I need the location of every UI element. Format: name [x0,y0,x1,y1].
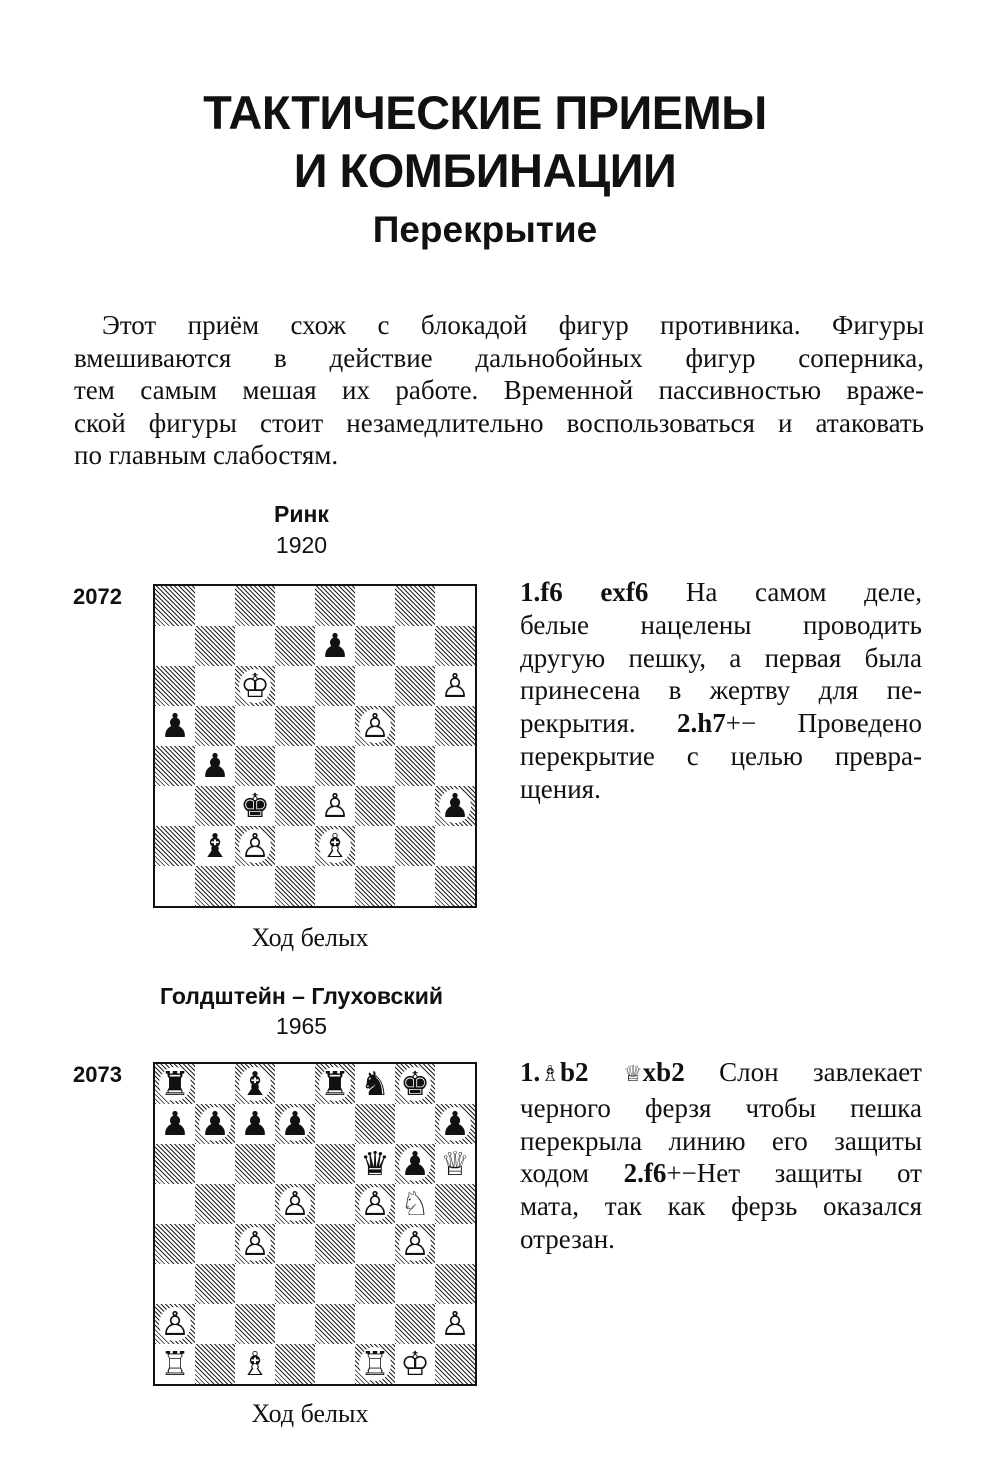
square-g1 [395,1344,435,1384]
comment-line [520,674,922,707]
square-h4 [435,746,475,786]
square-e4 [315,1224,355,1264]
square-c3 [235,786,275,826]
square-g2 [395,826,435,866]
square-d3 [275,1264,315,1304]
square-c2 [235,826,275,866]
square-b2 [195,826,235,866]
square-b6 [195,666,235,706]
comment-text: перекрытие с целью превра- [520,740,922,771]
square-f7 [355,1104,395,1144]
move-notation: 2.f6 [623,1158,667,1189]
square-h6 [435,666,475,706]
chess-board [153,584,477,908]
square-e8 [315,1064,355,1104]
square-e2 [315,826,355,866]
square-b1 [195,1344,235,1384]
comment-line [520,740,922,773]
black-rook-icon: ♜ [320,1064,350,1103]
white-king-icon: ♔ [240,666,270,705]
white-bishop-icon: ♗ [240,1344,270,1383]
move-notation: 2.h7 [677,708,726,739]
square-c3 [235,1264,275,1304]
square-g4 [395,1224,435,1264]
square-f7 [355,626,395,666]
white-pawn-icon: ♙ [440,1304,470,1343]
square-d7 [275,1104,315,1144]
comment-text: Слон завлекает [684,1057,922,1087]
square-f8 [355,1064,395,1104]
comment-line [520,609,922,642]
square-f2 [355,1304,395,1344]
square-a3 [155,786,195,826]
comment-line [520,1056,922,1092]
square-h1 [435,1344,475,1384]
white-pawn-icon: ♙ [440,666,470,705]
black-knight-icon: ♞ [360,1064,390,1103]
square-e1 [315,866,355,906]
square-b4 [195,746,235,786]
square-c8 [235,586,275,626]
square-b2 [195,1304,235,1344]
comment-text: белые нацелены проводить [520,609,922,640]
comment-text: рекрытия. [520,708,678,739]
comment-text: ходом [520,1158,624,1189]
comment-line [520,1223,922,1256]
square-h5 [435,1184,475,1224]
square-e5 [315,1184,355,1224]
white-pawn-icon: ♙ [400,1224,430,1263]
black-king-icon: ♚ [240,786,270,825]
square-d6 [275,666,315,706]
square-a2 [155,1304,195,1344]
black-queen-icon: ♛ [360,1144,390,1183]
square-d1 [275,1344,315,1384]
figurine-icon: ♕ [622,1062,643,1087]
intro-line: вмешиваются в действие дальнобойных фигур соперника, [74,342,924,373]
square-f1 [355,866,395,906]
diagram-comment [520,576,922,806]
black-rook-icon: ♜ [160,1064,190,1103]
square-b5 [195,706,235,746]
square-a1 [155,1344,195,1384]
black-king-icon: ♚ [400,1064,430,1103]
square-g6 [395,666,435,706]
square-a6 [155,666,195,706]
square-d7 [275,626,315,666]
square-a5 [155,1184,195,1224]
square-f5 [355,706,395,746]
black-pawn-icon: ♟ [440,1104,470,1143]
comment-text: принесена в жертву для пе- [520,675,922,706]
square-f4 [355,1224,395,1264]
intro-line: по главным слабостям. [74,440,339,470]
white-pawn-icon: ♙ [240,826,270,865]
title-line-1: ТАКТИЧЕСКИЕ ПРИЕМЫ [203,86,767,139]
square-e3 [315,1264,355,1304]
square-a7 [155,626,195,666]
black-pawn-icon: ♟ [200,746,230,785]
comment-text: перекрыла линию его защиты [520,1125,922,1156]
black-pawn-icon: ♟ [400,1144,430,1183]
square-f3 [355,1264,395,1304]
square-h3 [435,786,475,826]
square-g2 [395,1304,435,1344]
square-a8 [155,1064,195,1104]
square-f6 [355,1144,395,1184]
square-c7 [235,626,275,666]
comment-line [520,773,922,806]
white-pawn-icon: ♙ [360,706,390,745]
square-f2 [355,826,395,866]
white-pawn-icon: ♙ [320,786,350,825]
move-notation: 1.f6 exf6 [520,577,649,607]
square-e8 [315,586,355,626]
square-a2 [155,826,195,866]
square-b3 [195,786,235,826]
square-h3 [435,1264,475,1304]
black-pawn-icon: ♟ [160,706,190,745]
diagram-players: Голдштейн – Глуховский [159,983,444,1009]
square-h1 [435,866,475,906]
square-b7 [195,626,235,666]
white-pawn-icon: ♙ [160,1304,190,1343]
square-d8 [275,1064,315,1104]
white-rook-icon: ♖ [160,1344,190,1383]
square-c7 [235,1104,275,1144]
square-h2 [435,826,475,866]
white-rook-icon: ♖ [360,1344,390,1383]
square-b4 [195,1224,235,1264]
comment-line [520,1190,922,1223]
square-d4 [275,746,315,786]
square-g7 [395,1104,435,1144]
square-a7 [155,1104,195,1144]
square-e7 [315,1104,355,1144]
square-f1 [355,1344,395,1384]
comment-text: отрезан. [520,1223,615,1254]
comment-text: +−Нет защиты от [666,1158,922,1189]
diagram-year: 1965 [275,1013,328,1039]
black-pawn-icon: ♟ [280,1104,310,1143]
comment-text: +− Проведено [725,708,922,739]
white-bishop-icon: ♗ [320,826,350,865]
square-d5 [275,1184,315,1224]
square-c4 [235,746,275,786]
square-c6 [235,1144,275,1184]
comment-text: щения. [520,773,601,804]
diagram-comment [520,1056,922,1256]
square-g5 [395,1184,435,1224]
diagram-caption: Ход белых [251,1399,369,1428]
square-h8 [435,1064,475,1104]
section-subtitle: Перекрытие [372,209,598,250]
page-title [0,84,970,200]
comment-line [520,642,922,675]
square-e7 [315,626,355,666]
white-pawn-icon: ♙ [280,1184,310,1223]
square-d3 [275,786,315,826]
square-f6 [355,666,395,706]
comment-line [520,1092,922,1125]
square-h4 [435,1224,475,1264]
diagram-players: Ринк [274,501,329,527]
square-a6 [155,1144,195,1184]
move-notation: xb2 [642,1057,685,1087]
square-c1 [235,866,275,906]
move-notation: b2 [559,1057,623,1087]
diagram-caption: Ход белых [251,923,369,952]
square-b5 [195,1184,235,1224]
comment-text: черного ферзя чтобы пешка [520,1092,922,1123]
square-d4 [275,1224,315,1264]
comment-line [520,1157,922,1190]
square-c8 [235,1064,275,1104]
comment-text: мата, так как ферзь оказался [520,1191,922,1222]
square-c1 [235,1344,275,1384]
black-pawn-icon: ♟ [440,786,470,825]
white-knight-icon: ♘ [400,1184,430,1223]
black-pawn-icon: ♟ [200,1104,230,1143]
square-h7 [435,626,475,666]
square-g3 [395,786,435,826]
comment-line [520,1125,922,1158]
square-a3 [155,1264,195,1304]
square-b8 [195,1064,235,1104]
square-g3 [395,1264,435,1304]
square-e3 [315,786,355,826]
square-h5 [435,706,475,746]
white-pawn-icon: ♙ [240,1224,270,1263]
square-e4 [315,746,355,786]
square-g1 [395,866,435,906]
square-h2 [435,1304,475,1344]
square-g8 [395,586,435,626]
white-king-icon: ♔ [400,1344,430,1383]
square-d2 [275,1304,315,1344]
square-b7 [195,1104,235,1144]
intro-line: тем самым мешая их работе. Временной пассивностью враже- [74,375,924,405]
black-pawn-icon: ♟ [240,1104,270,1143]
square-g4 [395,746,435,786]
black-pawn-icon: ♟ [320,626,350,665]
move-notation: 1. [520,1057,541,1087]
square-h7 [435,1104,475,1144]
square-d1 [275,866,315,906]
intro-paragraph [74,309,924,472]
square-g8 [395,1064,435,1104]
square-a4 [155,746,195,786]
square-c5 [235,706,275,746]
square-d5 [275,706,315,746]
figurine-icon: ♗ [540,1062,560,1087]
chess-board [153,1062,477,1386]
white-queen-icon: ♕ [440,1144,470,1183]
comment-line [520,576,922,609]
square-f4 [355,746,395,786]
square-c4 [235,1224,275,1264]
square-f8 [355,586,395,626]
square-a8 [155,586,195,626]
square-h6 [435,1144,475,1184]
comment-line [520,707,922,740]
square-d2 [275,826,315,866]
white-pawn-icon: ♙ [360,1184,390,1223]
square-f3 [355,786,395,826]
square-e6 [315,1144,355,1184]
diagram-year: 1920 [275,532,328,558]
diagram-number: 2073 [73,1062,122,1087]
square-g6 [395,1144,435,1184]
square-b6 [195,1144,235,1184]
comment-text: На самом деле, [648,577,922,607]
square-h8 [435,586,475,626]
square-g5 [395,706,435,746]
title-line-2: И КОМБИНАЦИИ [293,144,677,197]
square-a1 [155,866,195,906]
diagram-number: 2072 [73,584,122,609]
square-g7 [395,626,435,666]
square-e1 [315,1344,355,1384]
square-a5 [155,706,195,746]
square-d6 [275,1144,315,1184]
intro-line: ской фигуры стоит незамедлительно воспользоваться и атаковать [74,407,924,438]
square-a4 [155,1224,195,1264]
square-b8 [195,586,235,626]
comment-text: другую пешку, а первая была [520,642,922,673]
intro-line: Этот приём схож с блокадой фигур противника. Фигуры [102,310,924,340]
square-c2 [235,1304,275,1344]
square-e6 [315,666,355,706]
square-c5 [235,1184,275,1224]
square-d8 [275,586,315,626]
square-f5 [355,1184,395,1224]
black-bishop-icon: ♝ [240,1064,270,1103]
square-b3 [195,1264,235,1304]
square-e5 [315,706,355,746]
square-b1 [195,866,235,906]
square-e2 [315,1304,355,1344]
black-pawn-icon: ♟ [160,1104,190,1143]
square-c6 [235,666,275,706]
black-bishop-icon: ♝ [200,826,230,865]
